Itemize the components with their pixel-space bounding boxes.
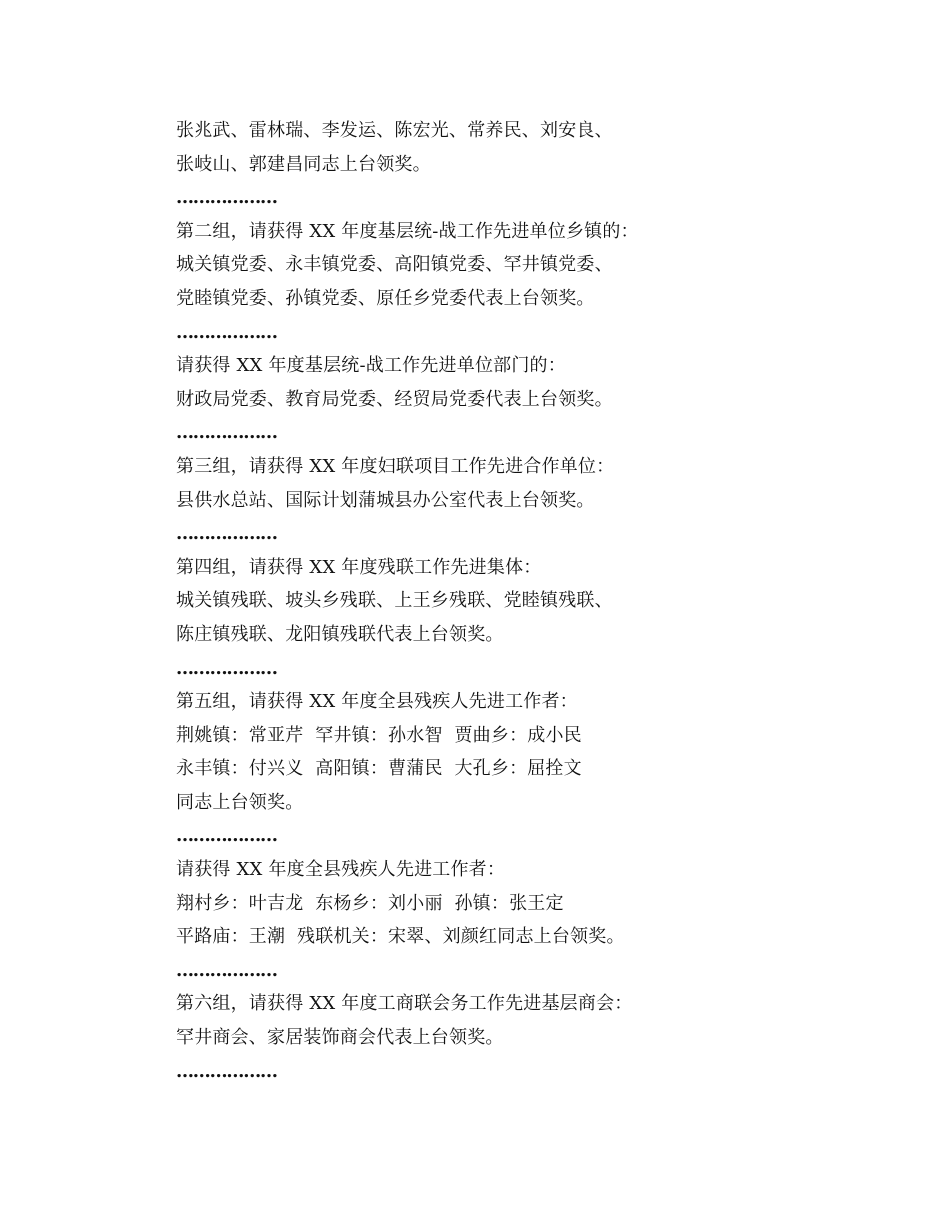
text-line: 张兆武、雷林瑞、李发运、陈宏光、常养民、刘安良、	[176, 120, 613, 141]
ellipsis-separator: ………………	[176, 959, 277, 981]
group-heading: 第三组，请获得 XX 年度妇联项目工作先进合作单位：	[176, 455, 615, 477]
text-line: 罕井商会、家居装饰商会代表上台领奖。	[176, 1027, 504, 1049]
text-line: 翔村乡：叶吉龙 东杨乡：刘小丽 孙镇：张王定	[176, 892, 564, 914]
text-line: 财政局党委、教育局党委、经贸局党委代表上台领奖。	[176, 388, 613, 410]
text-line: 城关镇残联、坡头乡残联、上王乡残联、党睦镇残联、	[176, 590, 613, 612]
ellipsis-separator: ………………	[176, 187, 277, 209]
text-line: 永丰镇：付兴义 高阳镇：曹蒲民 大孔乡：屈拴文	[176, 758, 582, 780]
text-line: 张岐山、郭建昌同志上台领奖。	[176, 153, 431, 175]
group-heading: 第二组，请获得 XX 年度基层统-战工作先进单位乡镇的：	[176, 220, 639, 242]
text-line: 同志上台领奖。	[176, 791, 304, 813]
text-line: 陈庄镇残联、龙阳镇残联代表上台领奖。	[176, 623, 504, 645]
ellipsis-separator: ………………	[176, 825, 277, 847]
group-heading: 第六组，请获得 XX 年度工商联会务工作先进基层商会：	[176, 993, 633, 1015]
ellipsis-separator: ………………	[176, 523, 277, 545]
ellipsis-separator: ………………	[176, 657, 277, 679]
ellipsis-separator: ………………	[176, 1060, 277, 1082]
text-line: 党睦镇党委、孙镇党委、原任乡党委代表上台领奖。	[176, 287, 595, 309]
document-body	[176, 114, 876, 1088]
group-heading: 第四组，请获得 XX 年度残联工作先进集体：	[176, 556, 542, 578]
text-line: 平路庙：王潮 残联机关：宋翠、刘颜红同志上台领奖。	[176, 926, 625, 948]
ellipsis-separator: ………………	[176, 321, 277, 343]
text-line: 城关镇党委、永丰镇党委、高阳镇党委、罕井镇党委、	[176, 254, 613, 276]
group-heading: 第五组，请获得 XX 年度全县残疾人先进工作者：	[176, 691, 578, 713]
text-line: 荆姚镇：常亚芹 罕井镇：孙水智 贾曲乡：成小民	[176, 724, 582, 746]
group-heading: 请获得 XX 年度全县残疾人先进工作者：	[176, 859, 506, 881]
text-line: 县供水总站、国际计划蒲城县办公室代表上台领奖。	[176, 489, 595, 511]
ellipsis-separator: ………………	[176, 422, 277, 444]
group-heading: 请获得 XX 年度基层统-战工作先进单位部门的：	[176, 355, 566, 377]
